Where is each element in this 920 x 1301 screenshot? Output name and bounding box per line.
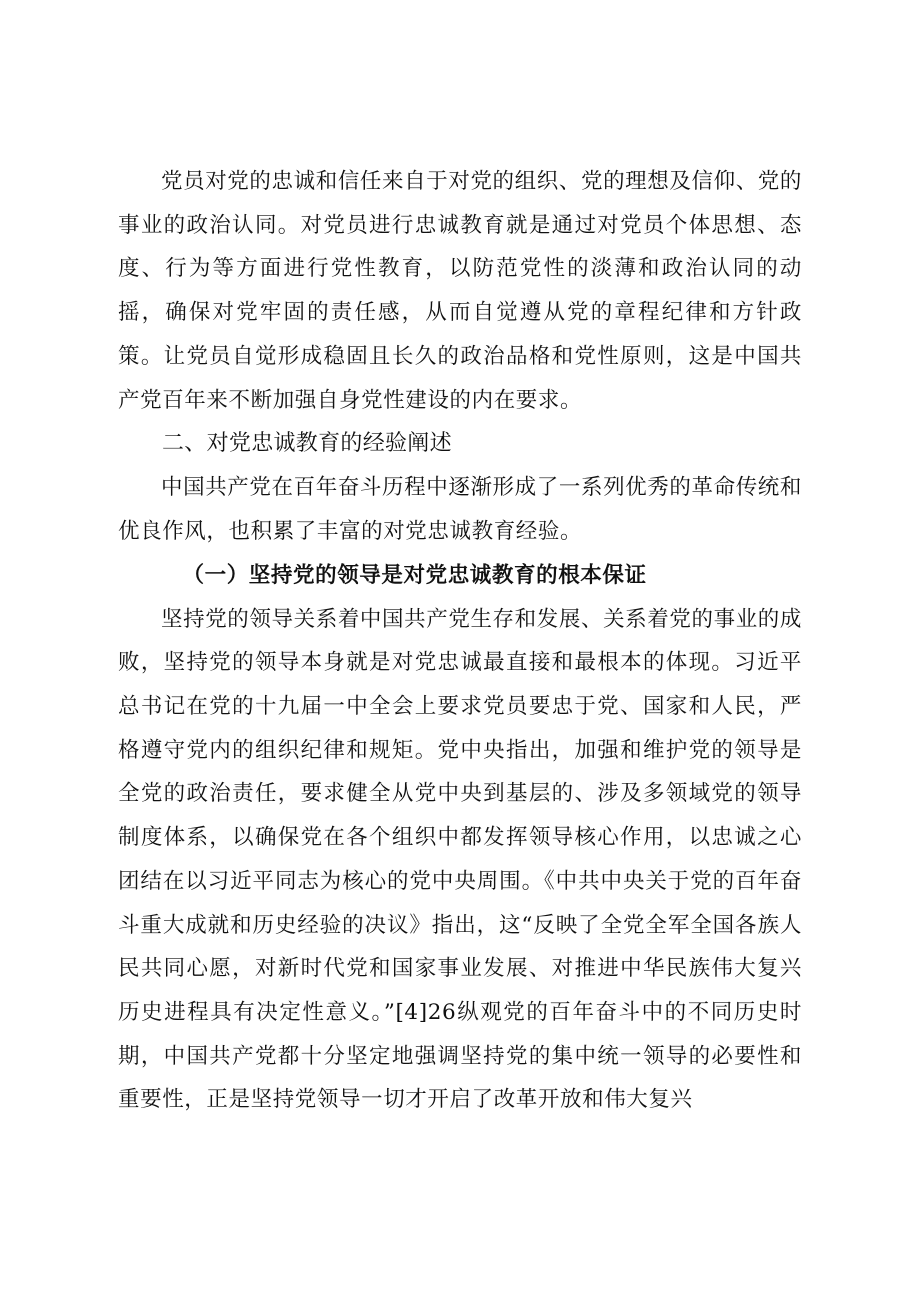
section-heading: 二、对党忠诚教育的经验阐述	[162, 431, 452, 457]
paragraph-experience-intro: 中国共产党在百年奋斗历程中逐渐形成了一系列优秀的革命传统和优良作风，也积累了丰富的对党忠诚教育经验。	[118, 475, 802, 544]
document-page	[118, 160, 802, 1122]
subsection-heading: （一）坚持党的领导是对党忠诚教育的根本保证	[182, 562, 647, 588]
paragraph-party-leadership: 坚持党的领导关系着中国共产党生存和发展、关系着党的事业的成败，坚持党的领导本身就是对党忠诚最直接和最根本的体现。习近平总书记在党的十九届一中全会上要求党员要忠于党、国家和人民，严格遵守党内的组织纪律和规矩。党中央指出，加强和维护党的领导是全党的政治责任，要求健全从党中央到基层的、涉及多领域党的领导制度体系，以确保党在各个组织中都发挥领导核心作用，以忠诚之心团结在以习近平同志为核心的党中央周围。《中共中央关于党的百年奋斗重大成就和历史经验的决议》指出，这“反映了全党全军全国各族人民共同心愿，对新时代党和国家事业发展、对推进中华民族伟大复兴历史进程具有决定性意义。”[4]26纵观党的百年奋斗中的不同历史时期，中国共产党都十分坚定地强调坚持党的集中统一领导的必要性和重要性，正是坚持党领导一切才开启了改革开放和伟大复兴	[118, 606, 802, 1113]
paragraph-loyalty-trust: 党员对党的忠诚和信任来自于对党的组织、党的理想及信仰、党的事业的政治认同。对党员进行忠诚教育就是通过对党员个体思想、态度、行为等方面进行党性教育，以防范党性的淡薄和政治认同的动摇，确保对党牢固的责任感，从而自觉遵从党的章程纪律和方针政策。让党员自觉形成稳固且长久的政治品格和党性原则，这是中国共产党百年来不断加强自身党性建设的内在要求。	[118, 169, 802, 413]
